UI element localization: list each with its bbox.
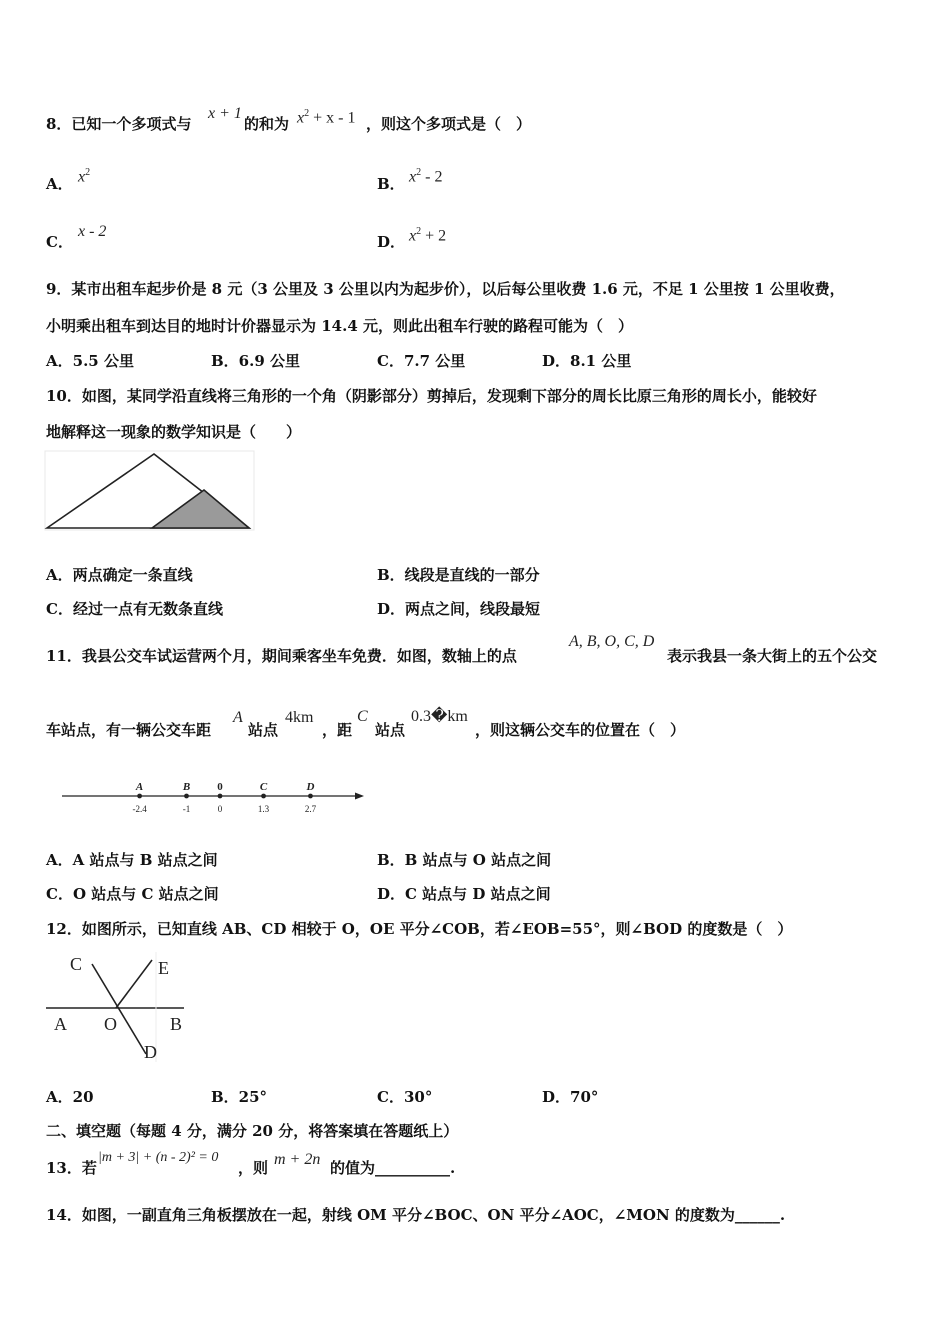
label-e: E xyxy=(158,958,169,978)
q13-math-expression: m + 2n xyxy=(274,1151,321,1168)
number-line-label-0: 0 xyxy=(217,781,223,793)
q10-option-d: D．两点之间，线段最短 xyxy=(377,600,541,618)
number-line-value-d: 2.7 xyxy=(304,804,317,814)
q11-l2-b: 站点 xyxy=(248,721,279,739)
q10-triangle-figure xyxy=(44,450,256,532)
q10-line-2: 地解释这一现象的数学知识是（ ） xyxy=(46,423,302,441)
q8-text-start: 8．已知一个多项式与 xyxy=(46,115,192,133)
q8-option-d-math: $x^2 + 2$ xyxy=(409,226,447,245)
q11-points-math: A, B, O, C, D xyxy=(569,633,655,650)
q8-option-d-label: D． xyxy=(377,233,406,251)
number-line-label-c: C xyxy=(259,781,268,793)
number-line-label-d: D xyxy=(306,781,315,793)
number-line-label-b: B xyxy=(182,781,191,793)
q9-option-a: A．5.5 公里 xyxy=(46,352,134,370)
q8-option-a-math: $x^2$ xyxy=(78,167,91,186)
q13-start: 13．若 xyxy=(46,1159,97,1177)
q10-option-b: B．线段是直线的一部分 xyxy=(377,566,540,584)
q8-option-a-label: A． xyxy=(46,175,73,193)
q11-option-d: D．C 站点与 D 站点之间 xyxy=(377,885,551,903)
q8-option-b-math: $x^2 - 2$ xyxy=(409,167,443,186)
q8-option-c-label: C． xyxy=(46,233,73,251)
q11-option-b: B．B 站点与 O 站点之间 xyxy=(377,851,552,869)
q8-math-x-plus-1: x + 1 xyxy=(208,105,242,122)
q11-l2-d: 站点 xyxy=(375,721,406,739)
q8-stem xyxy=(46,114,191,134)
q12-option-a: A．20 xyxy=(46,1088,94,1106)
number-line-value-c: 1.3 xyxy=(257,804,270,814)
q9-line-1: 9．某市出租车起步价是 8 元（3 公里及 3 公里以内为起步价），以后每公里收费 1.6 元，不足 1 公里按 1 公里收费， xyxy=(46,280,845,298)
ray-oe xyxy=(116,960,152,1008)
q11-line-1-start: 11．我县公交车试运营两个月，期间乘客坐车免费．如图，数轴上的点 xyxy=(46,647,517,665)
q10-line-1: 10．如图，某同学沿直线将三角形的一个角（阴影部分）剪掉后，发现剩下部分的周长比原三角形的周长小，能较好 xyxy=(46,387,817,405)
q11-l2-math-a: A xyxy=(233,709,243,726)
q11-number-line xyxy=(58,772,370,818)
q11-l2-math-c: C xyxy=(357,708,368,725)
q8-math-sum: $x^2 + x - 1$ xyxy=(297,108,356,127)
section-2-heading: 二、填空题（每题 4 分，满分 20 分，将答案填在答题纸上） xyxy=(46,1122,459,1140)
q9-option-b: B．6.9 公里 xyxy=(211,352,300,370)
number-line-arrow xyxy=(355,793,364,800)
q12-option-b: B．25° xyxy=(211,1088,268,1106)
q13-math-equation: |m + 3| + (n - 2)² = 0 xyxy=(98,1150,219,1165)
q10-option-c: C．经过一点有无数条直线 xyxy=(46,600,223,618)
q11-l2-math-4km: 4km xyxy=(285,709,314,726)
q8-text-end: ，则这个多项式是（ ） xyxy=(366,115,532,133)
label-a: A xyxy=(54,1014,67,1034)
q11-l2-math-distance: 0.3�km xyxy=(411,708,468,725)
q11-l2-a: 车站点，有一辆公交车距 xyxy=(46,721,212,739)
q11-l2-c: ，距 xyxy=(322,721,353,739)
number-line-value-b: -1 xyxy=(182,804,191,814)
label-c: C xyxy=(70,954,83,974)
q8-option-b-label: B． xyxy=(377,175,405,193)
q11-l2-e: ，则这辆公交车的位置在（ ） xyxy=(475,721,686,739)
q9-option-d: D．8.1 公里 xyxy=(542,352,632,370)
q12-lines-figure xyxy=(44,950,190,1066)
number-line-point-c xyxy=(261,794,266,799)
q12-option-d: D．70° xyxy=(542,1088,599,1106)
q8-text-mid: 的和为 xyxy=(244,115,290,133)
q13-mid: ，则 xyxy=(238,1159,269,1177)
number-line-point-a xyxy=(137,794,142,799)
q9-option-c: C．7.7 公里 xyxy=(377,352,466,370)
q11-option-c: C．O 站点与 C 站点之间 xyxy=(46,885,219,903)
q10-option-a: A．两点确定一条直线 xyxy=(46,566,193,584)
q8-option-c-math: x - 2 xyxy=(78,223,107,240)
label-d: D xyxy=(144,1042,157,1062)
q13-end: 的值为__________. xyxy=(330,1159,456,1177)
label-o: O xyxy=(104,1014,117,1034)
q9-line-2: 小明乘出租车到达目的地时计价器显示为 14.4 元，则此出租车行驶的路程可能为（ ） xyxy=(46,317,633,335)
q11-option-a: A．A 站点与 B 站点之间 xyxy=(46,851,218,869)
number-line-label-a: A xyxy=(135,781,144,793)
number-line-value-a: -2.4 xyxy=(132,804,147,814)
q11-line-1-end: 表示我县一条大街上的五个公交 xyxy=(667,647,878,665)
number-line-point-b xyxy=(184,794,189,799)
number-line-value-0: 0 xyxy=(217,804,223,814)
number-line-point-d xyxy=(308,794,313,799)
number-line-point-0 xyxy=(218,794,223,799)
q12-line-1: 12．如图所示，已知直线 AB、CD 相较于 O，OE 平分∠COB，若∠EOB=55°，则∠BOD 的度数是（ ） xyxy=(46,920,793,938)
q14-line: 14．如图，一副直角三角板摆放在一起，射线 OM 平分∠BOC、ON 平分∠AOC，∠MON 的度数为______. xyxy=(46,1206,786,1224)
label-b: B xyxy=(170,1014,183,1034)
q12-option-c: C．30° xyxy=(377,1088,433,1106)
